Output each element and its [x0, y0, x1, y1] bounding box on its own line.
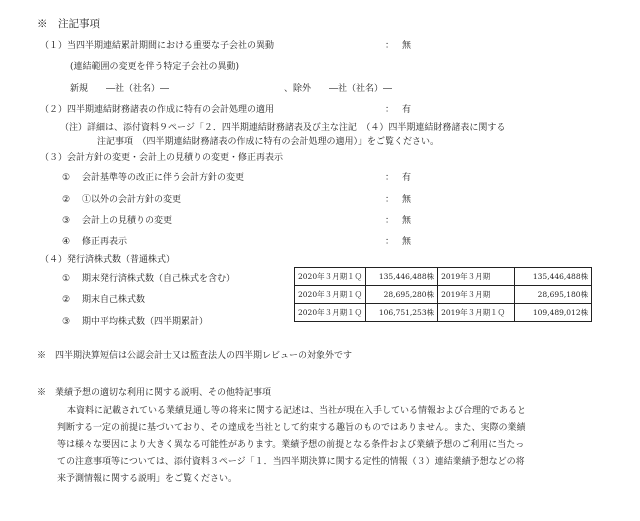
section-2-note-2: 注記事項 （四半期連結財務諸表の作成に特有の会計処理の適用）」をご覧ください。: [97, 137, 440, 147]
section-3-item-num: ①: [62, 173, 71, 183]
review-note: ※ 四半期決算短信は公認会計士又は監査法人の四半期レビューの対象外です: [37, 351, 353, 361]
section-3-item-text: ①以外の会計方針の変更: [82, 195, 182, 205]
period-cell: 2020年３月期１Ｑ: [295, 304, 366, 322]
table-row: [295, 268, 592, 286]
forecast-line: 等は様々な要因により大きく異なる可能性があります。業績予想の前提となる条件および業績予想のご利用に当たっ: [57, 440, 525, 450]
section-1-label: （１）当四半期連結累計期間における重要な子会社の異動: [40, 41, 275, 51]
section-2-colon: ：: [385, 105, 395, 115]
section-3-item-colon: ：: [385, 216, 395, 226]
section-3-item-num: ②: [62, 195, 71, 205]
section-1-colon: ：: [385, 41, 395, 51]
value-cell: 109,489,012株: [515, 304, 592, 322]
section-3-item-num: ④: [62, 237, 71, 247]
notes-heading: ※ 注記事項: [37, 18, 100, 30]
section-1-new: 新規 ―社（社名）―: [70, 84, 170, 94]
period-cell: 2019年３月期１Ｑ: [438, 304, 515, 322]
value-cell: 106,751,253株: [366, 304, 438, 322]
section-3-item-colon: ：: [385, 173, 395, 183]
shares-row-num: ②: [62, 295, 71, 305]
section-3-item-value: 無: [402, 195, 412, 205]
section-4-label: （４）発行済株式数（普通株式）: [40, 255, 176, 265]
shares-row-label: 期末発行済株式数（自己株式を含む）: [82, 274, 236, 284]
section-3-item-text: 会計上の見積りの変更: [82, 216, 173, 226]
section-2-value: 有: [402, 105, 412, 115]
section-3-label: （３）会計方針の変更・会計上の見積りの変更・修正再表示: [40, 153, 284, 163]
value-cell: 28,695,280株: [366, 286, 438, 304]
period-cell: 2020年３月期１Ｑ: [295, 286, 366, 304]
section-3-item-colon: ：: [385, 195, 395, 205]
value-cell: 135,446,488株: [366, 268, 438, 286]
forecast-line: ての注意事項等については、添付資料３ページ「１．当四半期決算に関する定性的情報（３）連結業績予想などの将: [57, 457, 525, 467]
forecast-line: 来予測情報に関する説明」をご覧ください。: [57, 474, 238, 484]
value-cell: 28,695,180株: [515, 286, 592, 304]
value-cell: 135,446,488株: [515, 268, 592, 286]
section-1-exclude: 、除外 ―社（社名）―: [284, 84, 393, 94]
table-row: [295, 304, 592, 322]
forecast-line: 本資料に記載されている業績見通し等の将来に関する記述は、当社が現在入手している情報および合理的であると: [67, 406, 527, 416]
section-3-item-text: 会計基準等の改正に伴う会計方針の変更: [82, 173, 245, 183]
section-3-item-value: 有: [402, 173, 412, 183]
shares-table: [294, 267, 592, 322]
shares-row-label: 期中平均株式数（四半期累計）: [82, 317, 209, 327]
shares-row-num: ①: [62, 274, 71, 284]
period-cell: 2019年３月期: [438, 268, 515, 286]
section-2-note-1: （注）詳細は、添付資料９ページ「２．四半期連結財務諸表及び主な注記 （４）四半期連結財務諸表に関する: [60, 123, 506, 133]
period-cell: 2020年３月期１Ｑ: [295, 268, 366, 286]
section-1-sub: (連結範囲の変更を伴う特定子会社の異動): [70, 62, 240, 72]
section-3-item-colon: ：: [385, 237, 395, 247]
forecast-line: 判断する一定の前提に基づいており、その達成を当社として約束する趣旨のものではありません。また、実際の業績: [57, 423, 526, 433]
shares-row-label: 期末自己株式数: [82, 295, 146, 305]
shares-row-num: ③: [62, 317, 71, 327]
section-3-item-text: 修正再表示: [82, 237, 128, 247]
section-1-value: 無: [402, 41, 412, 51]
forecast-heading: ※ 業績予想の適切な利用に関する説明、その他特記事項: [37, 388, 272, 398]
section-3-item-num: ③: [62, 216, 71, 226]
section-3-item-value: 無: [402, 237, 412, 247]
section-2-label: （２）四半期連結財務諸表の作成に特有の会計処理の適用: [40, 105, 275, 115]
period-cell: 2019年３月期: [438, 286, 515, 304]
table-row: [295, 286, 592, 304]
section-3-item-value: 無: [402, 216, 412, 226]
